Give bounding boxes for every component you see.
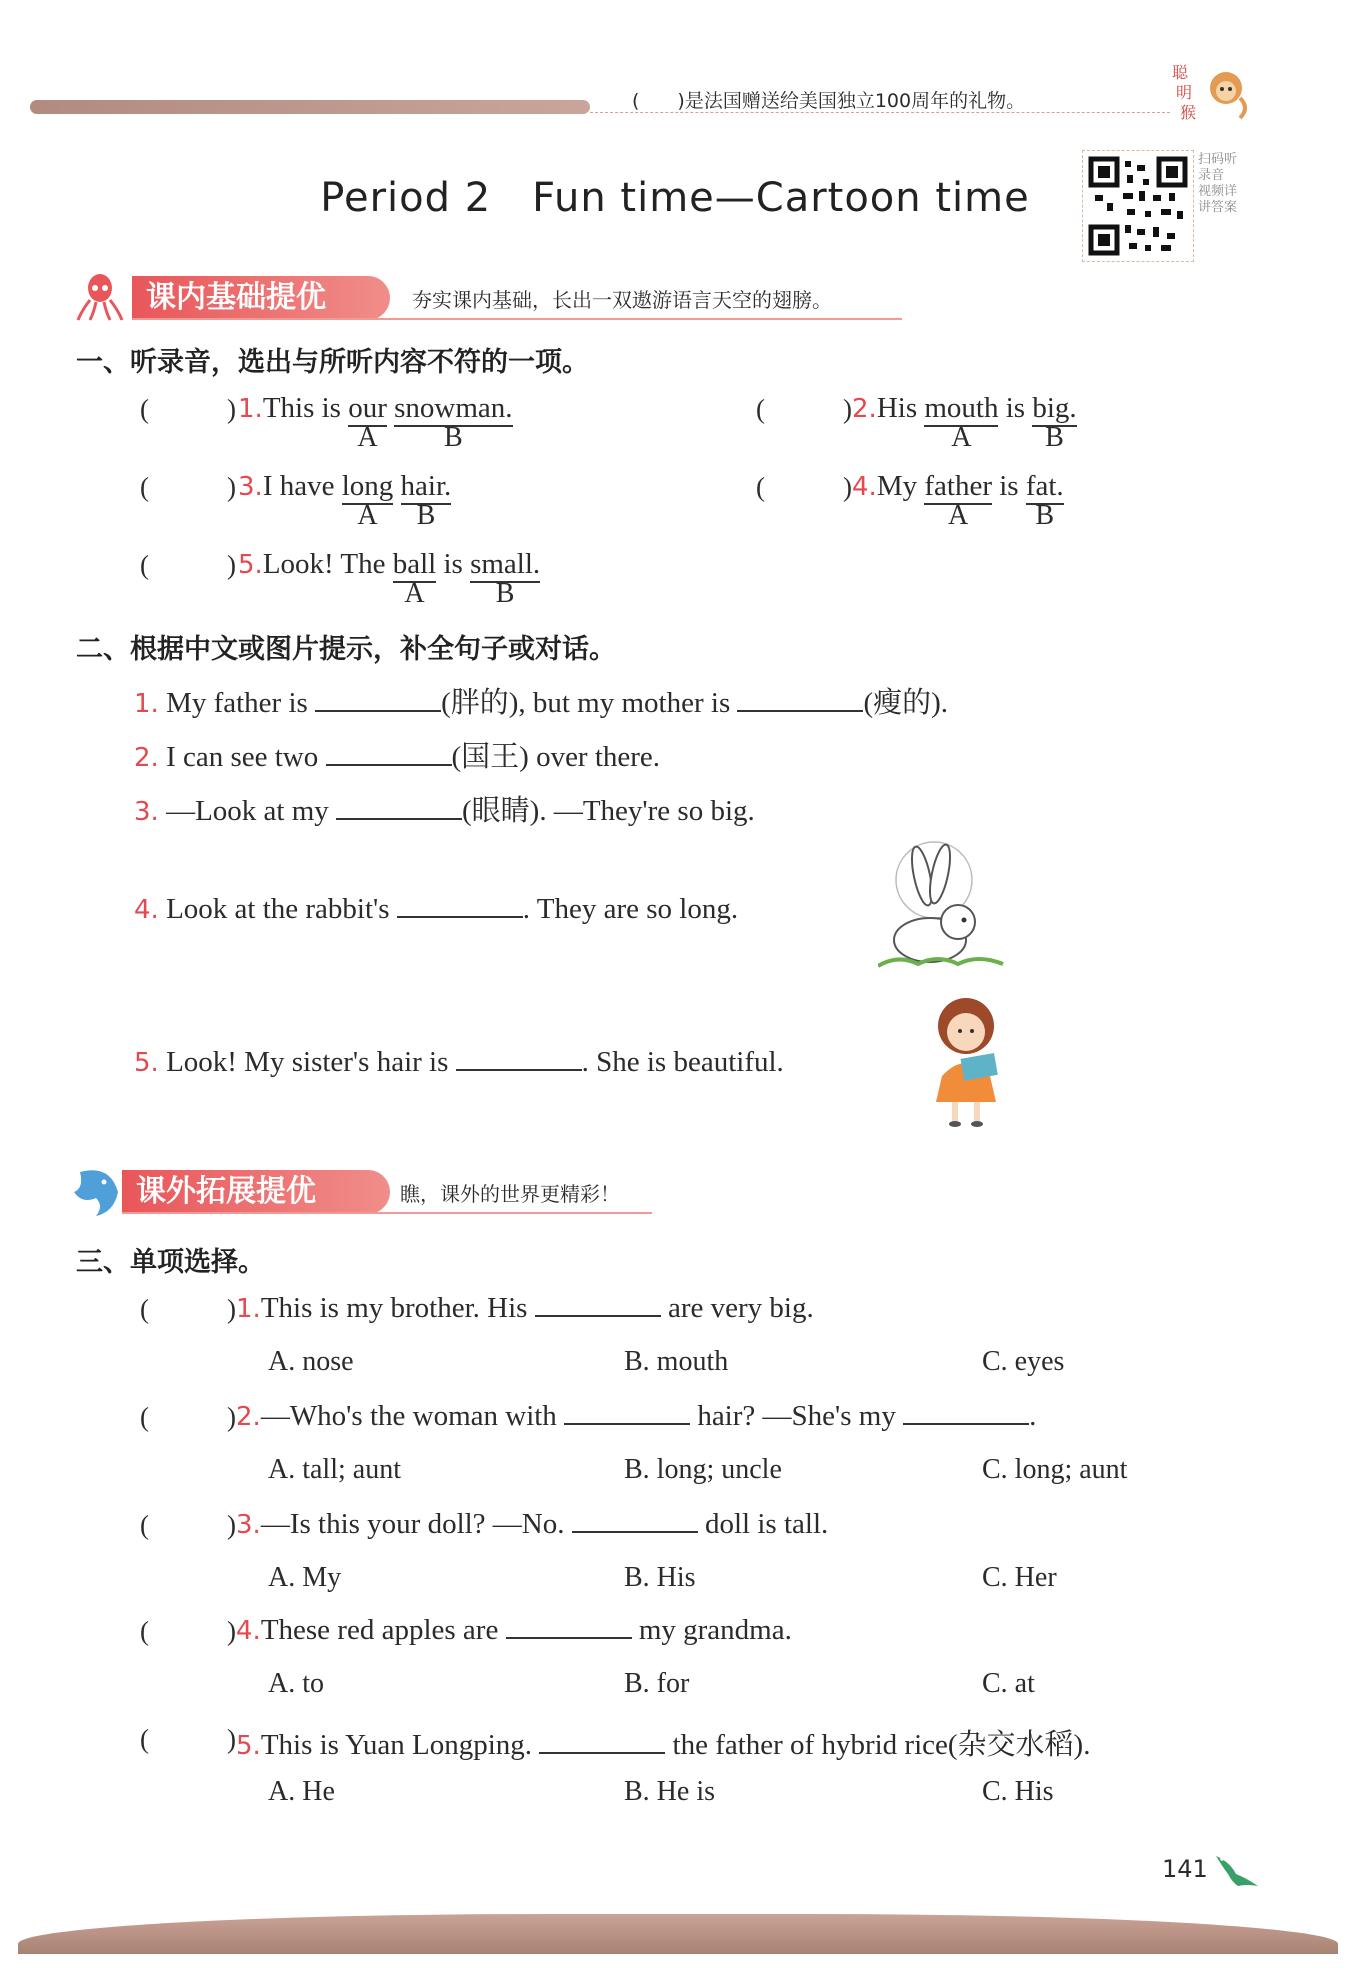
option-b-underlined: hair. B	[401, 470, 452, 505]
answer-blank[interactable]	[903, 1423, 1029, 1425]
girl-illustration	[928, 996, 1008, 1130]
item-number: 4.	[134, 895, 159, 925]
answer-blank[interactable]	[539, 1752, 665, 1754]
part3-item-1	[236, 1292, 814, 1325]
answer-blank[interactable]	[456, 1069, 582, 1071]
rabbit-illustration	[878, 840, 1008, 972]
item-text: This is Yuan Longping.	[260, 1729, 540, 1761]
page-title: Period 2 Fun time—Cartoon time	[320, 175, 1030, 221]
option-a-underlined: long A	[342, 470, 394, 505]
answer-parentheses[interactable]: ( )	[140, 1294, 236, 1324]
option-label-b: B	[444, 422, 463, 453]
option-a[interactable]: A. He	[268, 1776, 335, 1807]
section-banner-extension: 课外拓展提优	[122, 1170, 390, 1214]
item-text: . She is beautiful.	[581, 1046, 784, 1078]
option-c[interactable]: C. long; aunt	[982, 1454, 1128, 1485]
option-b-underlined: fat. B	[1026, 470, 1064, 505]
option-b-underlined: big. B	[1032, 392, 1076, 427]
option-label-b: B	[1035, 500, 1055, 531]
part1-item-5	[238, 548, 541, 609]
option-label-b: B	[495, 578, 515, 609]
item-text: my grandma.	[631, 1614, 792, 1646]
answer-parentheses[interactable]: ( )	[140, 1724, 236, 1754]
item-text	[387, 392, 394, 424]
answer-parentheses[interactable]: ( )	[140, 1510, 236, 1540]
banner-underline	[132, 318, 902, 320]
svg-text:明: 明	[1176, 83, 1193, 102]
option-c[interactable]: C. at	[982, 1668, 1035, 1699]
part1-item-4	[852, 470, 1064, 531]
item-text: Look! The	[262, 548, 393, 580]
item-text: is	[436, 548, 471, 580]
top-note: ( )是法国赠送给美国独立100周年的礼物。	[632, 90, 1026, 112]
item-text: the father of hybrid rice(杂交水稻).	[665, 1729, 1091, 1761]
item-text: I can see two	[166, 741, 326, 773]
item-number: 5.	[236, 1731, 261, 1761]
part3-item-2	[236, 1400, 1036, 1433]
answer-blank[interactable]	[564, 1423, 690, 1425]
item-text: These red apples are	[260, 1614, 506, 1646]
squid-mascot-icon	[74, 272, 126, 324]
section-banner-extension-subtitle: 瞧，课外的世界更精彩！	[400, 1182, 620, 1206]
answer-parentheses[interactable]: ( )	[140, 1616, 236, 1646]
section-banner-basic: 课内基础提优	[132, 276, 390, 320]
part2-item-4	[134, 893, 738, 926]
option-a-underlined: our A	[348, 392, 387, 427]
page-number: 141	[1162, 1855, 1208, 1883]
item-number: 5.	[238, 550, 263, 580]
option-b-underlined: snowman. B	[394, 392, 513, 453]
item-number: 4.	[852, 472, 877, 502]
option-label-a: A	[404, 578, 425, 609]
answer-blank[interactable]	[397, 916, 523, 918]
option-a[interactable]: A. to	[268, 1668, 324, 1699]
part2-item-5	[134, 1046, 784, 1079]
option-label-a: A	[357, 500, 378, 531]
option-a-underlined: ball A	[393, 548, 437, 583]
part3-item-3	[236, 1508, 828, 1541]
option-label-a: A	[948, 500, 969, 531]
answer-blank[interactable]	[506, 1637, 632, 1639]
item-text: is	[991, 470, 1026, 502]
top-decor-band	[30, 100, 590, 114]
svg-text:聪: 聪	[1172, 63, 1189, 82]
answer-blank[interactable]	[326, 764, 452, 766]
item-text: —Is this your doll? —No.	[260, 1508, 572, 1540]
part3-heading: 三、单项选择。	[76, 1247, 265, 1278]
answer-parentheses[interactable]: ( )	[140, 472, 236, 502]
item-number: 2.	[852, 394, 877, 424]
item-text: I have	[262, 470, 342, 502]
item-text: are very big.	[660, 1292, 814, 1324]
answer-parentheses[interactable]: ( )	[140, 550, 236, 580]
item-number: 1.	[238, 394, 263, 424]
part1-item-2	[852, 392, 1077, 453]
item-text: Look! My sister's hair is	[166, 1046, 456, 1078]
item-text: .	[1029, 1400, 1037, 1432]
gecko-icon	[1212, 1850, 1262, 1896]
monkey-logo-icon	[1170, 58, 1250, 124]
item-text: —Look at my	[166, 795, 337, 827]
item-text: (瘦的).	[863, 687, 949, 719]
item-text	[393, 470, 400, 502]
option-a[interactable]: A. My	[268, 1562, 342, 1593]
answer-parentheses[interactable]: ( )	[756, 472, 852, 502]
item-text: —Who's the woman with	[260, 1400, 565, 1432]
part3-item-4	[236, 1614, 792, 1647]
item-number: 4.	[236, 1616, 261, 1646]
answer-parentheses[interactable]: ( )	[756, 394, 852, 424]
answer-parentheses[interactable]: ( )	[140, 1402, 236, 1432]
part1-heading: 一、听录音，选出与所听内容不符的一项。	[76, 347, 589, 378]
qr-code-icon[interactable]	[1082, 150, 1194, 262]
item-text: hair? —She's my	[690, 1400, 904, 1432]
part2-heading: 二、根据中文或图片提示，补全句子或对话。	[76, 634, 616, 665]
part1-item-1	[238, 392, 513, 453]
item-number: 3.	[238, 472, 263, 502]
option-b[interactable]: B. mouth	[624, 1346, 729, 1377]
option-b[interactable]: B. long; uncle	[624, 1454, 782, 1485]
item-number: 3.	[134, 797, 159, 827]
item-text: is	[998, 392, 1033, 424]
part2-item-3	[134, 788, 755, 829]
item-text: My father is	[166, 687, 316, 719]
answer-blank[interactable]	[535, 1315, 661, 1317]
option-a[interactable]: A. tall; aunt	[268, 1454, 401, 1485]
option-label-b: B	[1045, 422, 1064, 453]
item-text: (胖的), but my mother is	[441, 687, 738, 719]
option-c[interactable]: C. Her	[982, 1562, 1057, 1593]
option-c[interactable]: C. His	[982, 1776, 1054, 1807]
answer-blank[interactable]	[572, 1531, 698, 1533]
item-text: This is my brother. His	[260, 1292, 535, 1324]
item-text: (国王) over there.	[451, 741, 661, 773]
item-text: . They are so long.	[522, 893, 739, 925]
item-text: (眼睛). —They're so big.	[462, 795, 755, 827]
part1-item-3	[238, 470, 452, 531]
item-text: This is	[262, 392, 349, 424]
answer-parentheses[interactable]: ( )	[140, 394, 236, 424]
item-number: 1.	[236, 1294, 261, 1324]
section-banner-basic-subtitle: 夯实课内基础，长出一双遨游语言天空的翅膀。	[412, 288, 832, 312]
item-number: 5.	[134, 1048, 159, 1078]
option-b-underlined: small. B	[470, 548, 541, 609]
option-b[interactable]: B. His	[624, 1562, 696, 1593]
option-c[interactable]: C. eyes	[982, 1346, 1065, 1377]
item-number: 1.	[134, 689, 159, 719]
option-label-a: A	[357, 422, 378, 453]
option-a[interactable]: A. nose	[268, 1346, 354, 1377]
item-number: 2.	[236, 1402, 261, 1432]
part3-item-5	[236, 1722, 1090, 1763]
option-label-b: B	[416, 500, 436, 531]
answer-blank[interactable]	[737, 710, 863, 712]
banner-underline	[122, 1212, 652, 1214]
option-label-a: A	[951, 422, 972, 453]
item-text: Look at the rabbit's	[166, 893, 397, 925]
option-b[interactable]: B. for	[624, 1668, 690, 1699]
part2-item-2	[134, 734, 660, 775]
option-b[interactable]: B. He is	[624, 1776, 715, 1807]
option-a-underlined: mouth A	[924, 392, 999, 453]
option-a-underlined: father A	[924, 470, 992, 531]
item-text: His	[876, 392, 925, 424]
item-number: 3.	[236, 1510, 261, 1540]
part2-item-1	[134, 680, 948, 721]
qr-label: 扫码听录音 视频详讲答案	[1198, 152, 1238, 215]
item-number: 2.	[134, 743, 159, 773]
answer-blank[interactable]	[315, 710, 441, 712]
answer-blank[interactable]	[336, 818, 462, 820]
item-text: doll is tall.	[697, 1508, 829, 1540]
dolphin-mascot-icon	[70, 1162, 122, 1220]
bottom-decor-band	[18, 1914, 1338, 1954]
svg-text:猴: 猴	[1180, 103, 1197, 122]
item-text: My	[876, 470, 925, 502]
